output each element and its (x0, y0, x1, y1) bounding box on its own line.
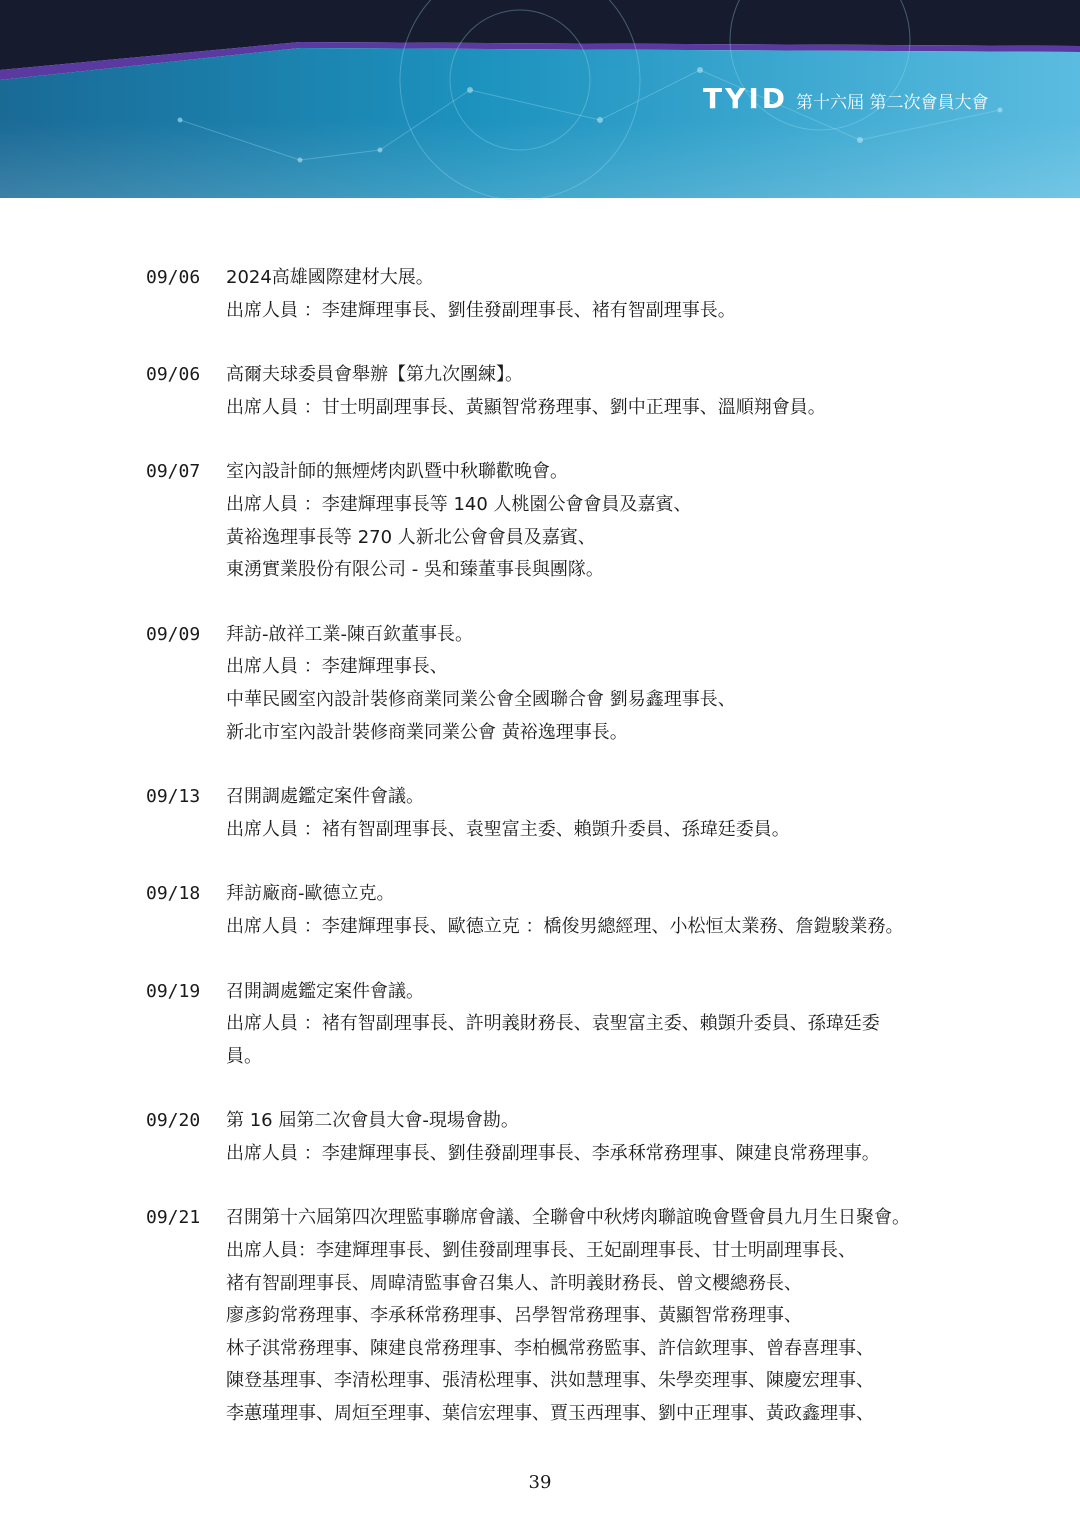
event-attendees-line: 出席人員 ：甘士明副理事長、黃顯智常務理事、劉中正理事、溫順翔會員。 (226, 396, 826, 418)
event-attendees-line: 李蕙瑾理事、周烜至理事、葉信宏理事、賈玉西理事、劉中正理事、黃政鑫理事、 (226, 1403, 874, 1425)
event-attendees-line: 褚有智副理事長、周暐清監事會召集人、許明義財務長、曾文櫻總務長、 (226, 1272, 802, 1294)
event-date: 09/09 (146, 623, 201, 645)
event-attendees-line: 中華民國室內設計裝修商業同業公會全國聯合會 劉易鑫理事長、 (226, 688, 736, 710)
event-date: 09/18 (146, 883, 201, 905)
event-date: 09/13 (146, 786, 201, 808)
event-title: 召開調處鑑定案件會議。 (226, 786, 424, 808)
event-title: 拜訪廠商-歐德立克。 (226, 883, 395, 905)
event-title: 拜訪-啟祥工業-陳百欽董事長。 (226, 623, 473, 645)
event-date: 09/20 (146, 1110, 201, 1132)
tyid-logo: TYID (703, 82, 789, 115)
event-date: 09/06 (146, 364, 201, 386)
event-body (226, 262, 940, 327)
event-entry (0, 976, 1080, 1074)
event-attendees-line: 出席人員：李建輝理事長、劉佳發副理事長、王妃副理事長、甘士明副理事長、 (226, 1240, 856, 1262)
event-title: 2024高雄國際建材大展。 (226, 267, 434, 288)
event-attendees-line: 陳登基理事、李清松理事、張清松理事、洪如慧理事、朱學奕理事、陳慶宏理事、 (226, 1370, 874, 1392)
event-attendees-line: 林子淇常務理事、陳建良常務理事、李柏楓常務監事、許信欽理事、曾春喜理事、 (226, 1337, 874, 1359)
event-title: 召開第十六屆第四次理監事聯席會議、全聯會中秋烤肉聯誼晚會暨會員九月生日聚會。 (226, 1207, 910, 1229)
event-attendees-line: 出席人員 ：褚有智副理事長、袁聖富主委、賴顗升委員、孫瑋廷委員。 (226, 818, 790, 840)
event-attendees-line: 東湧實業股份有限公司 - 吳和臻董事長與團隊。 (226, 559, 604, 581)
event-attendees-line: 出席人員 ：李建輝理事長、劉佳發副理事長、褚有智副理事長。 (226, 299, 736, 321)
event-body (226, 1105, 940, 1170)
event-attendees-line: 出席人員 ：李建輝理事長、 (226, 656, 448, 678)
event-body (226, 976, 940, 1074)
event-attendees-line: 出席人員 ：李建輝理事長、歐德立克 ：橋俊男總經理、小松恒太業務、詹鎧駿業務。 (226, 915, 904, 937)
event-date: 09/07 (146, 461, 201, 483)
event-attendees-line: 新北市室內設計裝修商業同業公會 黃裕逸理事長。 (226, 721, 628, 743)
event-body (226, 456, 940, 586)
event-entry (0, 456, 1080, 586)
event-title: 召開調處鑑定案件會議。 (226, 980, 424, 1002)
event-entry (0, 619, 1080, 749)
event-attendees-line: 出席人員 ：李建輝理事長、劉佳發副理事長、李承秝常務理事、陳建良常務理事。 (226, 1142, 880, 1164)
event-attendees-line: 廖彥鈞常務理事、李承秝常務理事、呂學智常務理事、黃顯智常務理事、 (226, 1305, 802, 1327)
event-body (226, 359, 940, 424)
event-body (226, 619, 940, 749)
event-entry (0, 1105, 1080, 1170)
event-title: 第 16 屆第二次會員大會-現場會勘。 (226, 1110, 519, 1132)
event-attendees-line: 黃裕逸理事長等 270 人新北公會會員及嘉賓、 (226, 526, 596, 548)
event-list (0, 262, 1080, 1463)
header-banner (0, 0, 1080, 200)
event-date: 09/21 (146, 1207, 201, 1229)
event-attendees-line: 出席人員 ：李建輝理事長等 140 人桃園公會會員及嘉賓、 (226, 493, 692, 515)
event-entry (0, 878, 1080, 943)
event-body (226, 781, 940, 846)
event-entry (0, 262, 1080, 327)
event-body (226, 1202, 940, 1430)
event-entry (0, 359, 1080, 424)
header-brand (703, 82, 988, 115)
header-subtitle: 第十六屆 第二次會員大會 (796, 93, 989, 113)
event-date: 09/06 (146, 267, 201, 288)
event-attendees-line: 出席人員 ：褚有智副理事長、許明義財務長、袁聖富主委、賴顗升委員、孫瑋廷委 (226, 1013, 880, 1035)
event-title: 室內設計師的無煙烤肉趴暨中秋聯歡晚會。 (226, 461, 568, 483)
event-body (226, 878, 940, 943)
event-title: 高爾夫球委員會舉辦【第九次團練】。 (226, 364, 523, 386)
page-number: 39 (528, 1472, 552, 1493)
event-date: 09/19 (146, 980, 201, 1002)
event-attendees-line: 員。 (226, 1045, 262, 1067)
event-entry (0, 1202, 1080, 1430)
event-entry (0, 781, 1080, 846)
